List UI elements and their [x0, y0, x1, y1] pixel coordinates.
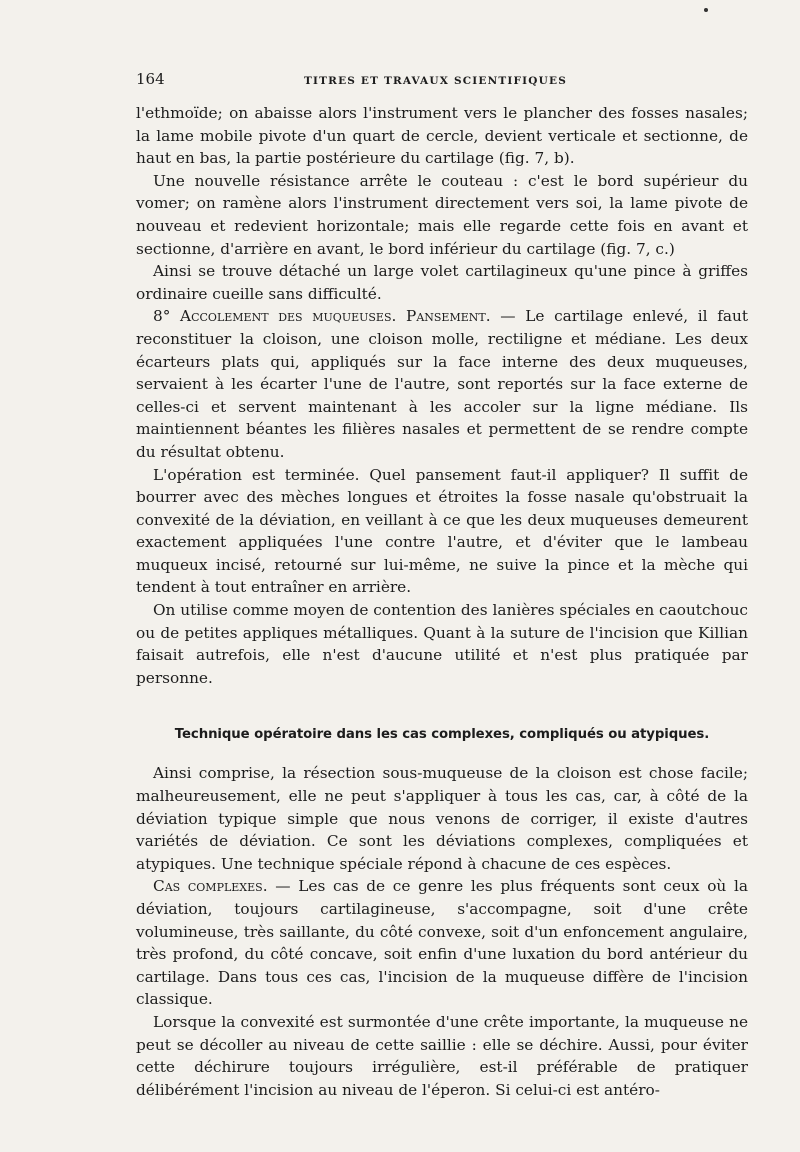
paragraph: Lorsque la convexité est surmontée d'une crête importante, la muqueuse ne peut se décoller au niveau de cette saillie : elle se déchire. Aussi, pour éviter cette déchirure toujours irrégulière, est-il préférable de pratiquer délibérément l'incision au niveau de l'éperon. Si celui-ci est antéro-	[136, 1012, 748, 1099]
paragraph: Ainsi se trouve détaché un large volet cartilagineux qu'une pince à griffes ordinaire cueille sans difficulté.	[136, 262, 748, 303]
paragraph-lead: 8° Accolement des muqueuses. Pansement.	[153, 307, 491, 326]
running-title: TITRES ET TRAVAUX SCIENTIFIQUES	[304, 75, 567, 87]
running-head	[136, 70, 748, 94]
paragraph-lead: Cas complexes.	[153, 877, 268, 896]
paragraph: 8° Accolement des muqueuses. Pansement. — Le cartilage enlevé, il faut reconstituer la cloison, une cloison molle, rectiligne et médiane. Les deux écarteurs plats qui, appliqués sur la face interne des deux muqueuses, servaient à les écarter l'une de l'autre, sont reportés sur la face externe de celles-ci et servent maintenant à les accoler sur la ligne médiane. Ils maintiennent béantes les filières nasales et permettent de se rendre compte du résultat obtenu.	[136, 307, 748, 461]
body-text	[136, 102, 748, 1101]
paragraph: L'opération est terminée. Quel pansement faut-il appliquer? Il suffit de bourrer avec des mèches longues et étroites la fosse nasale qu'obstruait la convexité de la déviation, en veillant à ce que les deux muqueuses demeurent exactement appliquées l'une contre l'autre, et d'éviter que le lambeau muqueux incisé, retourné sur lui-même, ne suive la pince et la mèche qui tendent à tout entraîner en arrière.	[136, 465, 748, 597]
paragraph: Cas complexes. — Les cas de ce genre les plus fréquents sont ceux où la déviation, toujours cartilagineuse, s'accompagne, soit d'une crête volumineuse, très saillante, du côté convexe, soit d'un enfoncement angulaire, très profond, du côté concave, soit enfin d'une luxation du bord antérieur du cartilage. Dans tous ces cas, l'incision de la muqueuse diffère de l'incision classique.	[136, 877, 748, 1009]
paragraph: l'ethmoïde; on abaisse alors l'instrument vers le plancher des fosses nasales; la lame mobile pivote d'un quart de cercle, devient verticale et sectionne, de haut en bas, la partie postérieure du cartilage (fig. 7, b).	[136, 104, 748, 168]
section-heading: Technique opératoire dans les cas complexes, compliqués ou atypiques.	[174, 727, 710, 743]
paragraph: Ainsi comprise, la résection sous-muqueuse de la cloison est chose facile; malheureusement, elle ne peut s'appliquer à tous les cas, car, à côté de la déviation typique simple que nous venons de corriger, il existe d'autres variétés de déviation. Ce sont les déviations complexes, compliquées et atypiques. Une technique spéciale répond à chacune de ces espèces.	[136, 764, 748, 873]
paragraph: Une nouvelle résistance arrête le couteau : c'est le bord supérieur du vomer; on ramène alors l'instrument directement vers soi, la lame pivote de nouveau et redevient horizontale; mais elle regarde cette fois en avant et sectionne, d'arrière en avant, le bord inférieur du cartilage (fig. 7, c.)	[136, 171, 748, 258]
page-number: 164	[136, 70, 165, 88]
paragraph: On utilise comme moyen de contention des lanières spéciales en caoutchouc ou de petites appliques métalliques. Quant à la suture de l'incision que Killian faisait autrefois, elle n'est d'aucune utilité et n'est plus pratiquée par personne.	[136, 601, 748, 687]
ink-speck	[704, 8, 708, 12]
